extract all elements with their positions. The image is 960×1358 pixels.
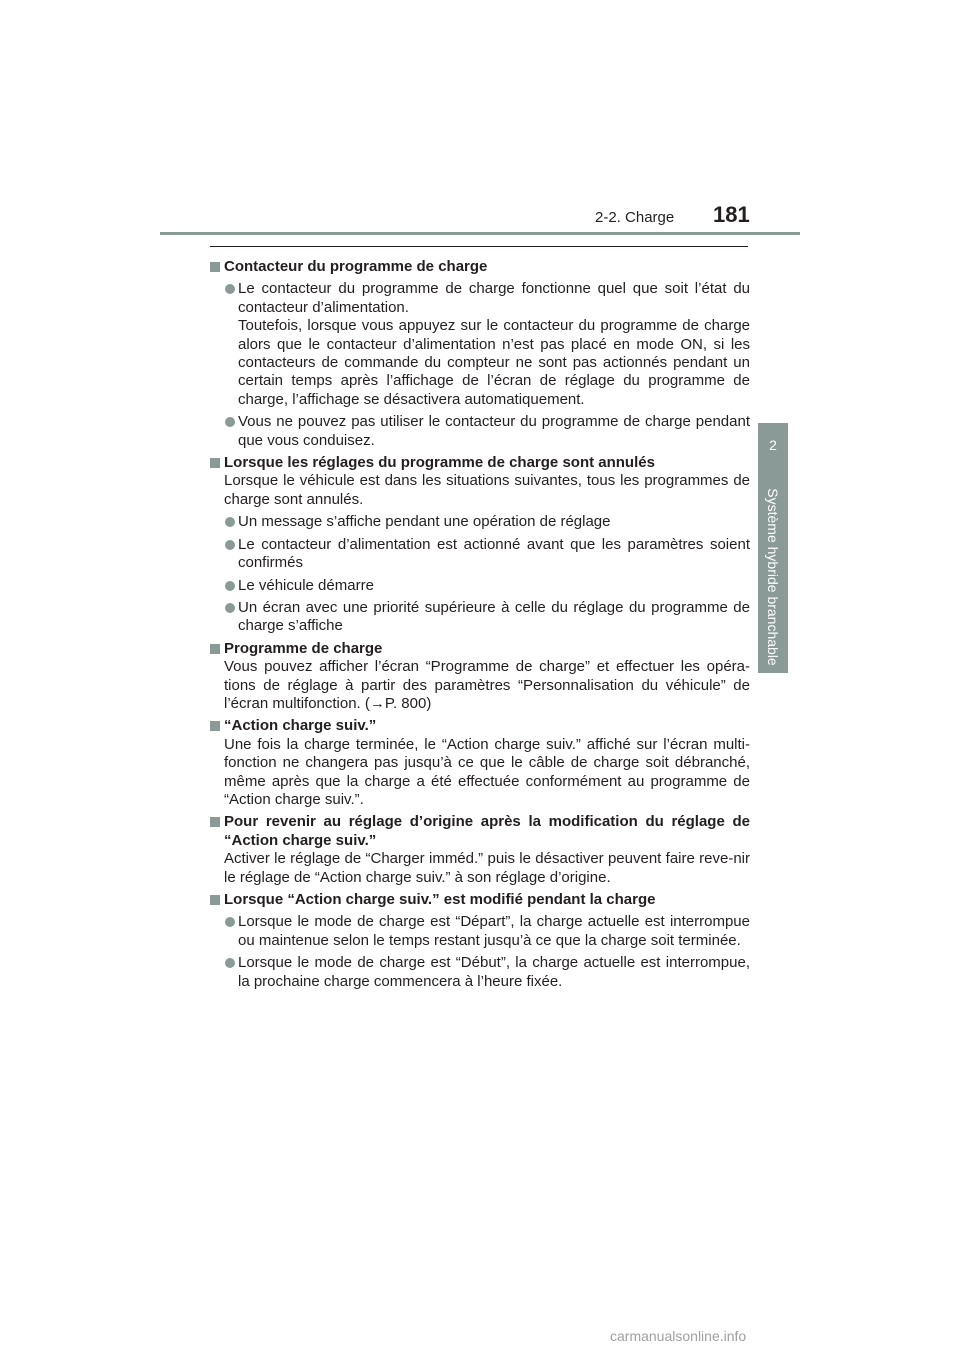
bullet-item bbox=[210, 413, 750, 450]
bullet-text-continued: Toutefois, lorsque vous appuyez sur le contacteur du programme de charge alors que le contacteur d’alimentation n’est pas placé en mode ON, si les contacteurs de commande du compteur ne sont pas actionnés pendant un certain temps après l’affichage de l’écran de réglage du programme de charge, l’affichage se désactivera automatiquement. bbox=[238, 317, 750, 408]
heading-text: Pour revenir au réglage d’origine après la modification du réglage de “Action charge suiv.” bbox=[224, 813, 750, 849]
paragraph: Activer le réglage de “Charger imméd.” puis le désactiver peuvent faire reve-nir le réglage de “Action charge suiv.” à son réglage d’origine. bbox=[224, 850, 750, 886]
paragraph: Une fois la charge terminée, le “Action charge suiv.” affiché sur l’écran multi-fonction ne changera pas jusqu’à ce que le câble de charge soit débranché, même après que la charge a été effectuée conformément au programme de “Action charge suiv.”. bbox=[224, 735, 750, 808]
square-bullet-icon bbox=[210, 817, 220, 827]
bullet-item bbox=[210, 536, 750, 573]
paragraph: Lorsque le véhicule est dans les situations suivantes, tous les programmes de charge sont annulés. bbox=[224, 472, 750, 508]
bullet-text: Lorsque le mode de charge est “Départ”, la charge actuelle est interrompue ou maintenue selon le temps restant jusqu’à ce que la charge soit terminée. bbox=[238, 913, 750, 949]
round-bullet-icon bbox=[225, 540, 235, 550]
bullet-item bbox=[210, 913, 750, 950]
chapter-number: 2 bbox=[769, 437, 777, 453]
square-bullet-icon bbox=[210, 262, 220, 272]
bullet-text: Lorsque le mode de charge est “Début”, la charge actuelle est interrompue, la prochaine charge commencera à l’heure fixée. bbox=[238, 954, 750, 990]
section-title: 2-2. Charge bbox=[595, 209, 675, 226]
round-bullet-icon bbox=[225, 917, 235, 927]
content-divider bbox=[210, 246, 748, 247]
page-number: 181 bbox=[713, 202, 750, 227]
bullet-item bbox=[210, 513, 750, 531]
round-bullet-icon bbox=[225, 417, 235, 427]
page-content bbox=[210, 254, 750, 991]
round-bullet-icon bbox=[225, 284, 235, 294]
bullet-item bbox=[210, 599, 750, 636]
heading-text: Programme de charge bbox=[224, 639, 383, 657]
chapter-title: Système hybride branchable bbox=[765, 488, 781, 666]
heading-text: “Action charge suiv.” bbox=[224, 717, 377, 735]
round-bullet-icon bbox=[225, 581, 235, 591]
bullet-item bbox=[210, 954, 750, 991]
round-bullet-icon bbox=[225, 958, 235, 968]
square-bullet-icon bbox=[210, 644, 220, 654]
heading-text: Contacteur du programme de charge bbox=[224, 258, 488, 275]
section-heading bbox=[210, 258, 750, 276]
heading-text: Lorsque les réglages du programme de charge sont annulés bbox=[224, 454, 655, 472]
section-heading bbox=[210, 640, 750, 658]
square-bullet-icon bbox=[210, 458, 220, 468]
round-bullet-icon bbox=[225, 603, 235, 613]
bullet-text: Un écran avec une priorité supérieure à celle du réglage du programme de charge s’affiche bbox=[238, 598, 750, 635]
round-bullet-icon bbox=[225, 517, 235, 527]
bullet-item bbox=[210, 280, 750, 409]
bullet-text: Le contacteur d’alimentation est actionné avant que les paramètres soient confirmés bbox=[238, 535, 750, 572]
watermark: carmanualsonline.info bbox=[610, 1328, 747, 1344]
section-heading bbox=[210, 717, 750, 735]
section-heading bbox=[210, 454, 750, 472]
chapter-tab bbox=[758, 423, 788, 673]
bullet-text: Vous ne pouvez pas utiliser le contacteur du programme de charge pendant que vous conduisez. bbox=[238, 413, 750, 449]
bullet-text: Un message s’affiche pendant une opération de réglage bbox=[238, 513, 611, 531]
section-heading bbox=[210, 891, 750, 909]
heading-text: Lorsque “Action charge suiv.” est modifié pendant la charge bbox=[224, 891, 656, 908]
bullet-item bbox=[210, 577, 750, 595]
square-bullet-icon bbox=[210, 895, 220, 905]
square-bullet-icon bbox=[210, 721, 220, 731]
bullet-text: Le véhicule démarre bbox=[238, 576, 374, 594]
section-heading bbox=[210, 813, 750, 850]
header-divider bbox=[160, 232, 800, 235]
bullet-text: Le contacteur du programme de charge fonctionne quel que soit l’état du contacteur d’alimentation. bbox=[238, 280, 750, 316]
paragraph: Vous pouvez afficher l’écran “Programme de charge” et effectuer les opéra-tions de réglage à partir des paramètres “Personnalisation du véhicule” de l’écran multifonction. (→P. 800) bbox=[224, 658, 750, 712]
